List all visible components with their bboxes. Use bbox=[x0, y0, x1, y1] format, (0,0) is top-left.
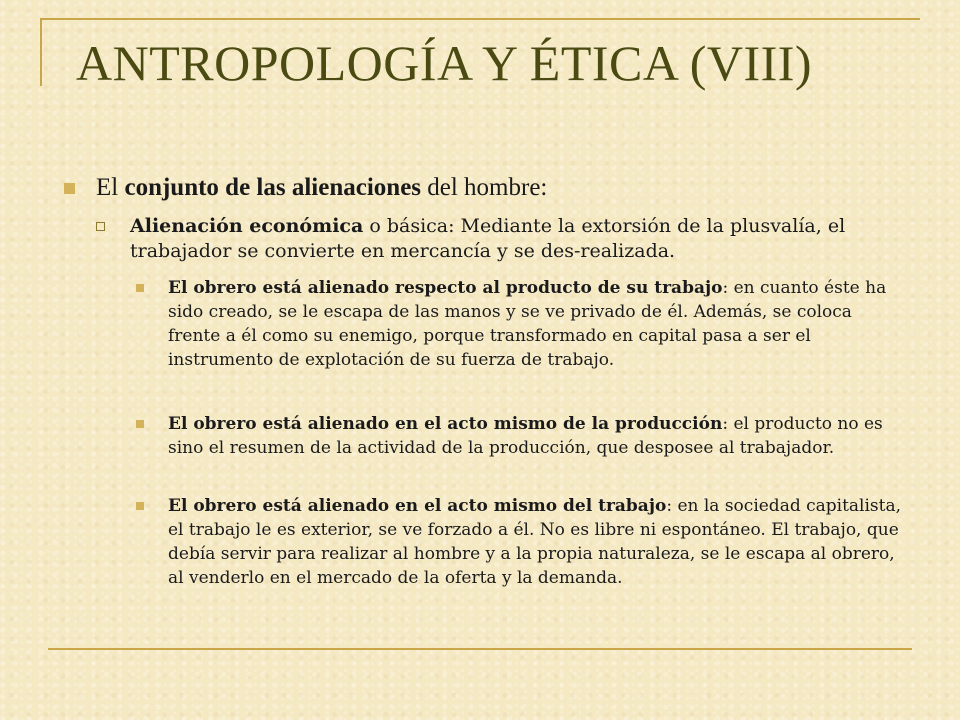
level1-text-post: del hombre: bbox=[421, 174, 548, 201]
square-bullet-icon bbox=[64, 183, 75, 194]
level3-text-bold: El obrero está alienado respecto al producto de su trabajo bbox=[168, 278, 723, 298]
hollow-square-bullet-icon bbox=[96, 222, 105, 231]
level1-text-bold: conjunto de las alienaciones bbox=[124, 174, 422, 201]
top-border-line bbox=[40, 18, 920, 20]
slide-title: ANTROPOLOGÍA Y ÉTICA (VIII) bbox=[76, 35, 813, 91]
level2-text-bold: Alienación económica bbox=[130, 215, 364, 237]
left-border-line bbox=[40, 18, 42, 86]
level3-text-post: : el producto no es sino el resumen de la actividad de la producción, que desposee al trabajador. bbox=[168, 414, 883, 458]
square-bullet-icon bbox=[136, 284, 144, 292]
bullet-level2 bbox=[130, 214, 910, 264]
square-bullet-icon bbox=[136, 420, 144, 428]
bullet-level3 bbox=[168, 276, 908, 372]
level1-text-pre: El bbox=[96, 174, 125, 201]
level3-text-post: : en cuanto éste ha sido creado, se le escapa de las manos y se ve privado de él. Además, se coloca frente a él como su enemigo, porque transformado en capital pasa a ser el instrumento de explotación de su fuerza de trabajo. bbox=[168, 278, 887, 370]
bottom-border-line bbox=[48, 648, 912, 650]
level2-text-post: o básica: Mediante la extorsión de la plusvalía, el trabajador se convierte en mercancía y se des-realizada. bbox=[130, 215, 846, 262]
bullet-level3 bbox=[168, 494, 908, 590]
level3-text-bold: El obrero está alienado en el acto mismo del trabajo bbox=[168, 496, 667, 516]
bullet-level1 bbox=[96, 172, 896, 204]
level3-text-post: : en la sociedad capitalista, el trabajo le es exterior, se ve forzado a él. No es libre ni espontáneo. El trabajo, que debía servir para realizar al hombre y a la propia naturaleza, se le escapa al obrero, al venderlo en el mercado de la oferta y la demanda. bbox=[168, 496, 902, 588]
square-bullet-icon bbox=[136, 502, 144, 510]
level3-text-bold: El obrero está alienado en el acto mismo de la producción bbox=[168, 414, 723, 434]
bullet-level3 bbox=[168, 412, 908, 460]
